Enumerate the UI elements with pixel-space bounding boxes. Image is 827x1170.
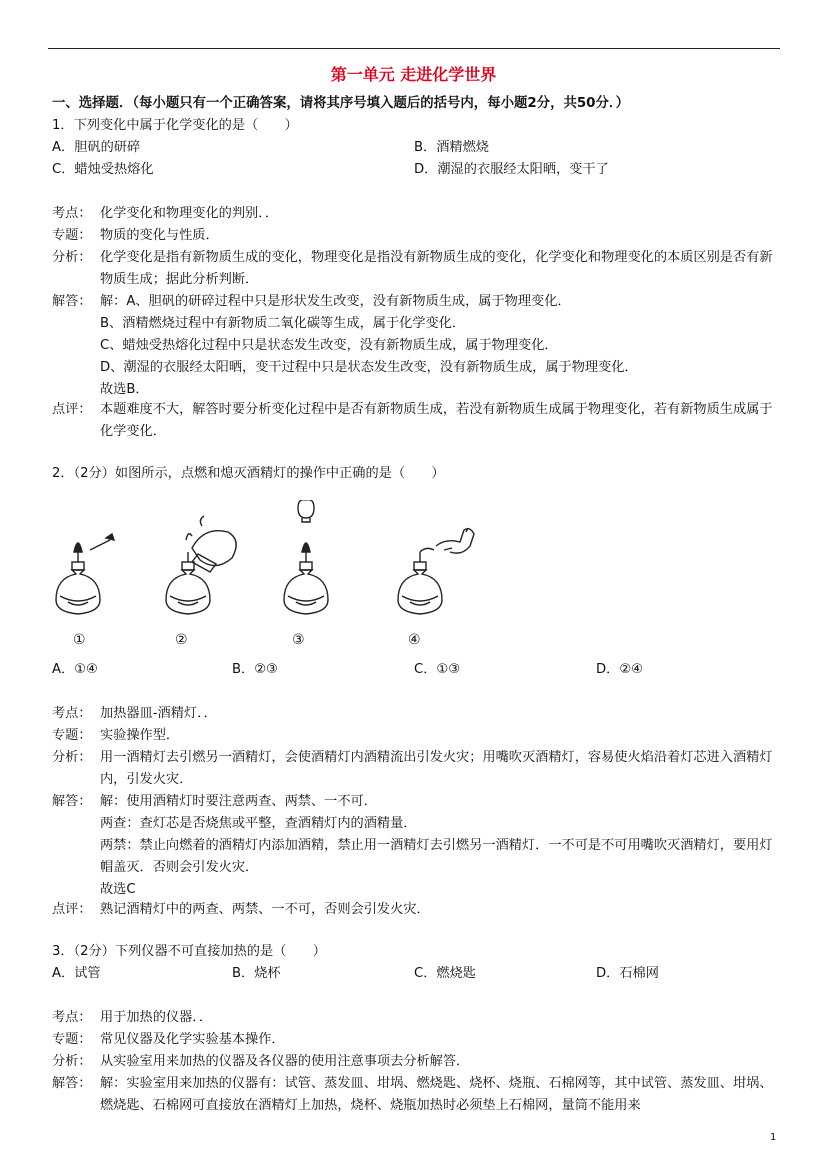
q1-dianping-label: 点评：: [52, 402, 92, 417]
q3-option-d: D．石棉网: [596, 966, 659, 981]
q2-kaodian: 加热器皿-酒精灯．．: [100, 706, 217, 721]
q1-zhuanti: 物质的变化与性质．: [100, 228, 219, 243]
q1-stem: 1．下列变化中属于化学变化的是（ ）: [52, 118, 298, 133]
q1-option-d: D．潮湿的衣服经太阳晒，变干了: [414, 162, 609, 177]
section-header: 一、选择题．（每小题只有一个正确答案，请将其序号填入题后的括号内，每小题2分，共50分．）: [52, 96, 629, 111]
page-title: 第一单元 走进化学世界: [330, 65, 497, 84]
q3-jieda: 解：实验室用来加热的仪器有：试管、蒸发皿、坩埚、燃烧匙、烧杯、烧瓶、石棉网等，其中试管、蒸发皿、坩埚、燃烧匙、石棉网可直接放在酒精灯上加热，烧杯、烧瓶加热时必须垫上石棉网，量筒不能用来: [100, 1076, 773, 1113]
q3-option-a: A．试管: [52, 966, 101, 981]
q1-kaodian-label: 考点：: [52, 206, 92, 221]
q1-option-b: B．酒精燃烧: [414, 140, 489, 155]
header-rule: [48, 48, 780, 49]
q3-zhuanti: 常见仪器及化学实验基本操作．: [100, 1032, 285, 1047]
q1-option-c: C．蜡烛受热熔化: [52, 162, 154, 177]
q1-zhuanti-label: 专题：: [52, 228, 92, 243]
figure-label-3: ③: [292, 632, 305, 648]
q1-jieda-line: 解：A、胆矾的研碎过程中只是形状发生改变，没有新物质生成，属于物理变化．: [100, 294, 571, 309]
q1-option-a: A．胆矾的研碎: [52, 140, 141, 155]
q2-jieda-label: 解答：: [52, 794, 92, 809]
q3-option-b: B．烧杯: [232, 966, 281, 981]
q3-fenxi-label: 分析：: [52, 1054, 92, 1069]
q2-jieda-line: 解：使用酒精灯时要注意两查、两禁、一不可．: [100, 794, 377, 809]
q2-fenxi-label: 分析：: [52, 750, 92, 765]
q1-jieda-label: 解答：: [52, 294, 92, 309]
q1-jieda-line: B、酒精燃烧过程中有新物质二氧化碳等生成，属于化学变化．: [100, 316, 466, 331]
figure-label-2: ②: [175, 632, 188, 648]
lamp-2-icon: [166, 516, 236, 614]
q2-stem: 2．（2分）如图所示，点燃和熄灭酒精灯的操作中正确的是（ ）: [52, 466, 445, 481]
q1-jieda-line: C、蜡烛受热熔化过程中只是状态发生改变，没有新物质生成，属于物理变化．: [100, 338, 558, 353]
q1-dianping: 本题难度不大，解答时要分析变化过程中是否有新物质生成，若没有新物质生成属于物理变化，若有新物质生成属于化学变化．: [100, 402, 773, 439]
q3-kaodian: 用于加热的仪器．．: [100, 1010, 213, 1025]
q3-fenxi: 从实验室用来加热的仪器及各仪器的使用注意事项去分析解答．: [100, 1054, 470, 1069]
q3-kaodian-label: 考点：: [52, 1010, 92, 1025]
q2-dianping-label: 点评：: [52, 902, 92, 917]
q2-option-b: B．②③: [232, 662, 278, 677]
q2-jieda-line: 两禁：禁止向燃着的酒精灯内添加酒精，禁止用一酒精灯去引燃另一酒精灯．一不可是不可用嘴吹灭酒精灯，要用灯帽盖灭．否则会引发火灾．: [100, 838, 773, 875]
q3-zhuanti-label: 专题：: [52, 1032, 92, 1047]
q3-stem: 3．（2分）下列仪器不可直接加热的是（ ）: [52, 944, 326, 959]
figure-label-1: ①: [73, 632, 86, 648]
q2-zhuanti-label: 专题：: [52, 728, 92, 743]
q2-zhuanti: 实验操作型．: [100, 728, 180, 743]
alcohol-lamp-figure: [48, 500, 488, 650]
figure-label-4: ④: [408, 632, 421, 648]
q1-fenxi: 化学变化是指有新物质生成的变化，物理变化是指没有新物质生成的变化，化学变化和物理变化的本质区别是否有新物质生成；据此分析判断．: [100, 250, 773, 287]
lamp-4-icon: [398, 528, 474, 614]
q2-jieda-line: 两查：查灯芯是否烧焦或平整，查酒精灯内的酒精量．: [100, 816, 417, 831]
q3-option-c: C．燃烧匙: [414, 966, 476, 981]
lamp-3-icon: [284, 500, 328, 614]
q1-kaodian: 化学变化和物理变化的判别．．: [100, 206, 279, 221]
q2-jieda-line: 故选C: [100, 882, 136, 897]
q2-option-c: C．①③: [414, 662, 461, 677]
q2-dianping: 熟记酒精灯中的两查、两禁、一不可，否则会引发火灾．: [100, 902, 430, 917]
lamp-1-icon: [56, 534, 114, 614]
q2-fenxi: 用一酒精灯去引燃另一酒精灯，会使酒精灯内酒精流出引发火灾；用嘴吹灭酒精灯，容易使火焰沿着灯芯进入酒精灯内，引发火灾．: [100, 750, 773, 787]
q1-jieda-line: 故选B．: [100, 382, 149, 397]
page-number: 1: [770, 1132, 777, 1143]
q1-fenxi-label: 分析：: [52, 250, 92, 265]
q1-jieda-line: D、潮湿的衣服经太阳晒，变干过程中只是状态发生改变，没有新物质生成，属于物理变化．: [100, 360, 638, 375]
q2-kaodian-label: 考点：: [52, 706, 92, 721]
q3-jieda-label: 解答：: [52, 1076, 92, 1091]
q2-option-a: A．①④: [52, 662, 98, 677]
q2-option-d: D．②④: [596, 662, 643, 677]
